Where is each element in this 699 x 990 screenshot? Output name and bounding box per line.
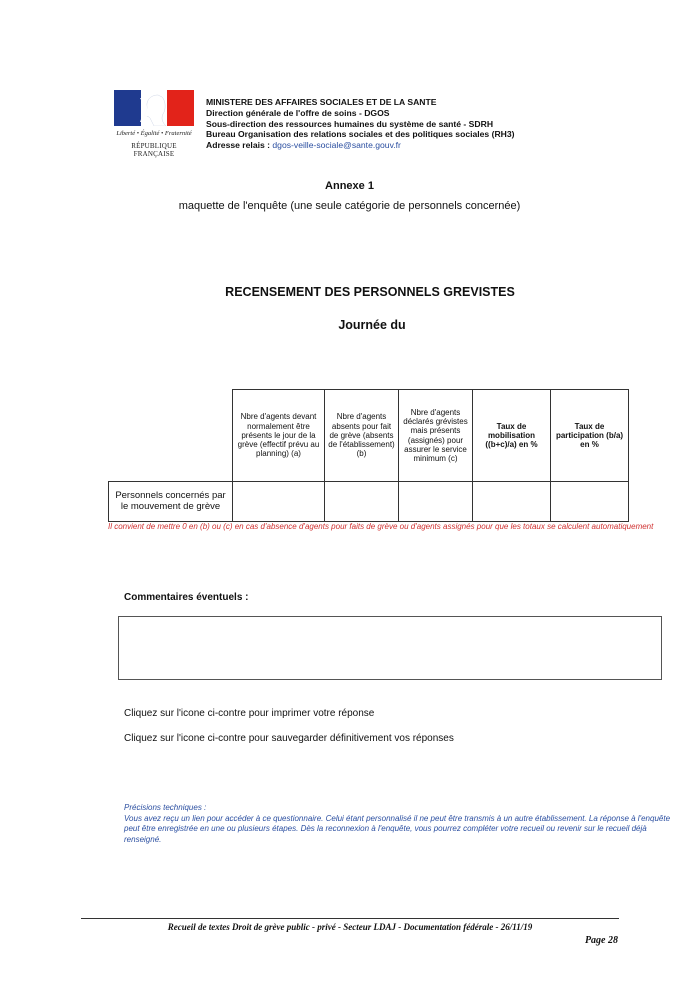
ministry-block [206,97,515,151]
relay-email-link[interactable]: dgos-veille-sociale@sante.gouv.fr [272,140,401,151]
table-corner [109,390,233,482]
bureau: Bureau Organisation des relations sociales et des politiques sociales (RH3) [206,129,515,140]
annexe-title: Annexe 1 [325,180,374,192]
relay-label: Adresse relais : [206,140,273,151]
footer-text: Recueil de textes Droit de grève public - privé - Secteur LDAJ - Documentation fédérale - 26/11/19 [167,922,533,932]
republique-francaise-logo [110,90,198,158]
header-cell: Nbre d'agents déclarés grévistes mais présents (assignés) pour assurer le service minimum (c) [399,390,473,482]
participation-rate-cell [551,482,629,522]
republique-francaise: RÉPUBLIQUE FRANÇAISE [131,142,177,158]
table-note: Il convient de mettre 0 en (b) ou (c) en cas d'absence d'agents pour faits de grève ou d'agents assignés pour que les totaux se calculent automatiquement [108,522,654,531]
input-cell-c[interactable] [399,482,473,522]
survey-table [108,389,629,522]
annexe-subtitle: maquette de l'enquête (une seule catégorie de personnels concernée) [178,200,521,212]
save-instruction: Cliquez sur l'icone ci-contre pour sauvegarder définitivement vos réponses [124,733,454,744]
comments-label: Commentaires éventuels : [124,592,249,603]
direction: Direction générale de l'offre de soins - DGOS [206,107,390,118]
sous-direction: Sous-direction des ressources humaines du système de santé - SDRH [206,118,494,129]
header-cell: Nbre d'agents devant normalement être présents le jour de la grève (effectif prévu au planning) (a) [233,390,325,482]
marianne-icon [132,92,178,126]
page-number: Page 28 [584,935,618,946]
header-cell: Taux de participation (b/a) en % [551,390,629,482]
row-label: Personnels concernés par le mouvement de grève [109,482,233,522]
comments-box[interactable] [118,616,662,680]
table-header-row [109,390,629,482]
table-row [109,482,629,522]
footer-divider [81,918,619,919]
ministry-name: MINISTERE DES AFFAIRES SOCIALES ET DE LA SANTE [206,97,437,107]
devise: Liberté • Égalité • Fraternité [116,130,192,137]
header-cell: Taux de mobilisation ((b+c)/a) en % [473,390,551,482]
technical-body: Vous avez reçu un lien pour accéder à ce questionnaire. Celui étant personnalisé il ne peut être transmis à un autre établissement. La réponse à l'enquête peut être enregistrée en une ou plusieurs étapes. Dès la reconnexion à l'enquête, vous pourrez compléter votre recueil ou revenir sur le recueil déjà renseigné. [124,813,671,844]
technical-heading: Précisions techniques : [124,803,207,812]
input-cell-b[interactable] [325,482,399,522]
survey-date-label: Journée du [338,318,406,332]
print-instruction: Cliquez sur l'icone ci-contre pour imprimer votre réponse [124,708,375,719]
mobilisation-rate-cell [473,482,551,522]
input-cell-a[interactable] [233,482,325,522]
technical-notes [124,803,680,845]
header-cell: Nbre d'agents absents pour fait de grève (absents de l'établissement) (b) [325,390,399,482]
survey-title: RECENSEMENT DES PERSONNELS GREVISTES [225,285,515,299]
relay-address [206,140,515,151]
